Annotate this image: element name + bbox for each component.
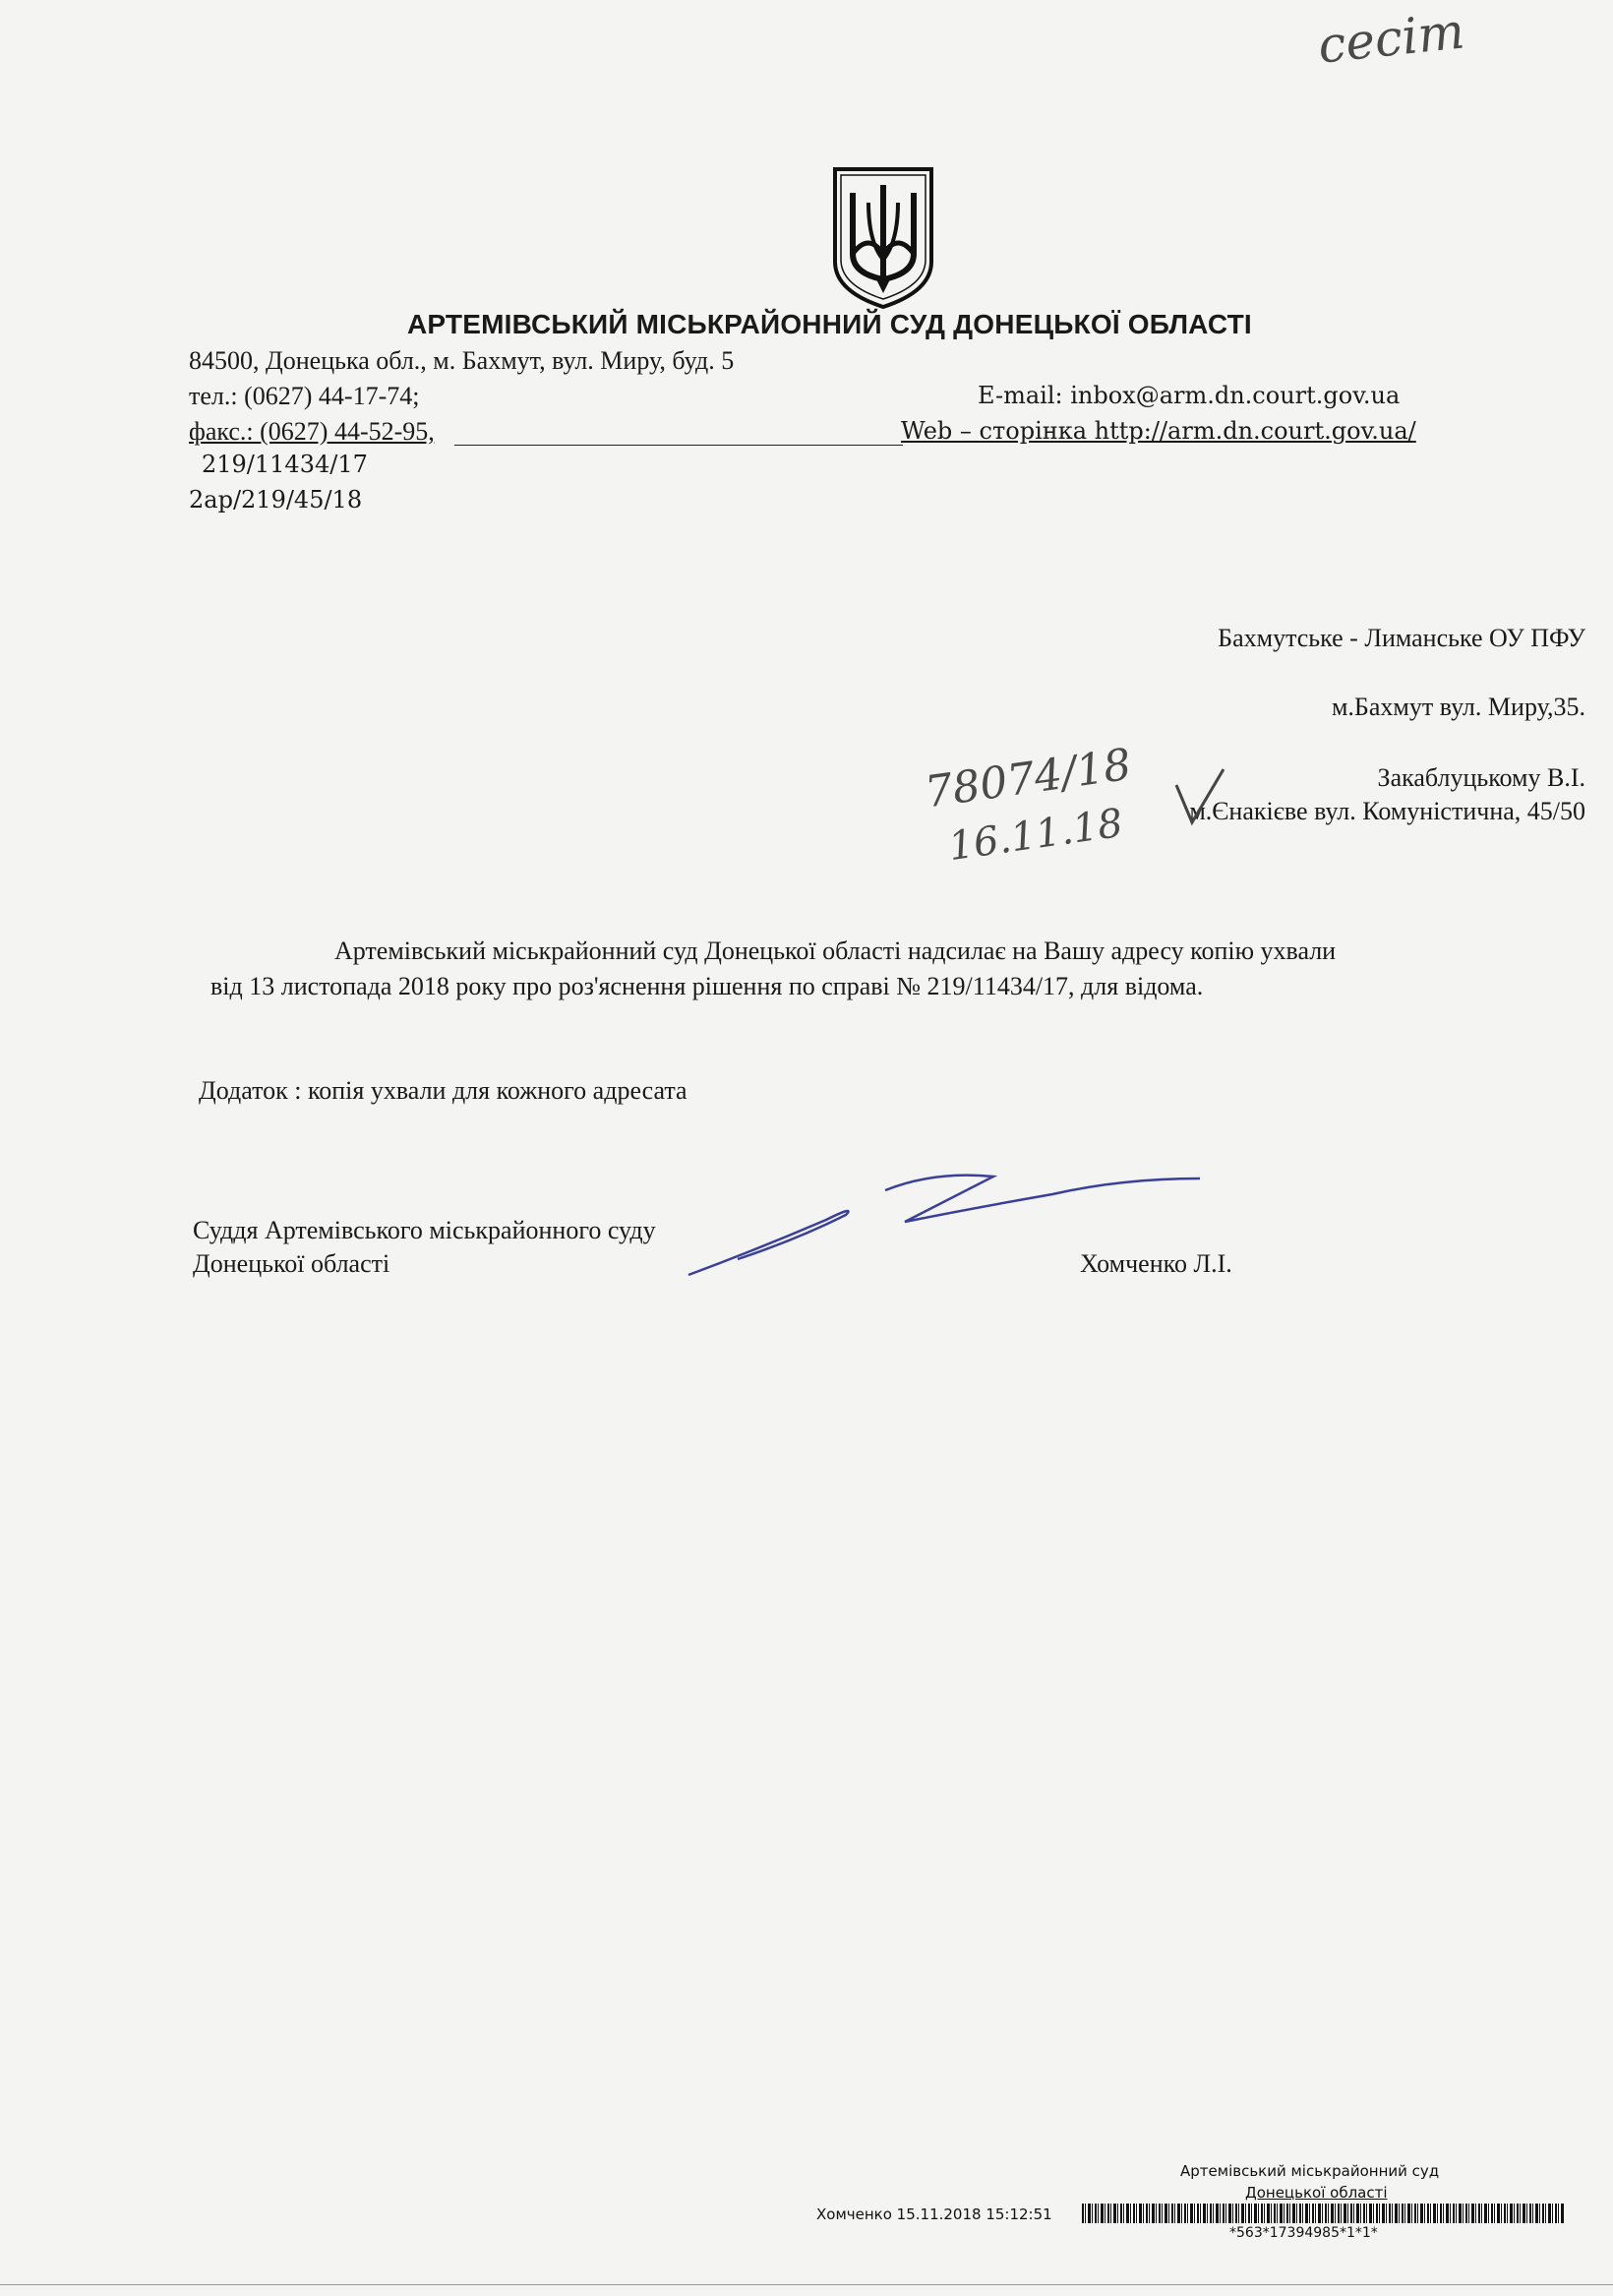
- header-underline: [454, 445, 903, 446]
- signatory-position-line-2: Донецької області: [193, 1249, 390, 1278]
- signatory-name: Хомченко Л.І.: [1080, 1249, 1232, 1278]
- recipient-line-3: Закаблуцькому В.І.: [1377, 763, 1585, 792]
- footer-org-line-2: Донецької області: [1245, 2184, 1388, 2202]
- court-title: АРТЕМІВСЬКИЙ МІСЬКРАЙОННИЙ СУД ДОНЕЦЬКОЇ ОБЛАСТІ: [407, 309, 1252, 339]
- footer-signed-stamp: Хомченко 15.11.2018 15:12:51: [816, 2205, 1052, 2223]
- checkmark-icon: [1170, 767, 1229, 831]
- court-address: 84500, Донецька обл., м. Бахмут, вул. Миру, буд. 5: [189, 346, 735, 375]
- barcode: [1082, 2204, 1564, 2223]
- recipient-line-2: м.Бахмут вул. Миру,35.: [1331, 693, 1585, 721]
- court-fax: факс.: (0627) 44-52-95,: [189, 417, 435, 446]
- court-email: E-mail: inbox@arm.dn.court.gov.ua: [978, 382, 1401, 409]
- court-web: Web – сторінка http://arm.dn.court.gov.ua/: [901, 417, 1416, 445]
- recipient-line-4: м.Єнакієве вул. Комуністична, 45/50: [1189, 797, 1585, 825]
- case-number-appeal: 2ар/219/45/18: [189, 486, 363, 514]
- handwritten-reg-number: 78074/18: [922, 739, 1135, 818]
- court-phone: тел.: (0627) 44-17-74;: [189, 382, 420, 410]
- signatory-position-line-1: Суддя Артемівського міськрайонного суду: [193, 1216, 656, 1244]
- barcode-text: *563*17394985*1*1*: [1229, 2225, 1378, 2241]
- handwritten-reg-date: 16.11.18: [945, 800, 1126, 871]
- handwritten-signature: [679, 1161, 1210, 1294]
- recipient-line-1: Бахмутське - Лиманське ОУ ПФУ: [1218, 624, 1585, 652]
- case-number: 219/11434/17: [202, 451, 368, 478]
- handwritten-note: cecim: [1315, 2, 1467, 75]
- page-edge: [0, 2284, 1613, 2285]
- footer-org-line-1: Артемівський міськрайонний суд: [1180, 2162, 1440, 2180]
- coat-of-arms-icon: [829, 163, 937, 316]
- body-line-2: від 13 листопада 2018 року про роз'яснення рішення по справі № 219/11434/17, для відома.: [210, 972, 1204, 1000]
- body-line-1: Артемівський міськрайонний суд Донецької області надсилає на Вашу адресу копію ухвали: [334, 937, 1337, 965]
- attachment-note: Додаток : копія ухвали для кожного адресата: [199, 1076, 687, 1105]
